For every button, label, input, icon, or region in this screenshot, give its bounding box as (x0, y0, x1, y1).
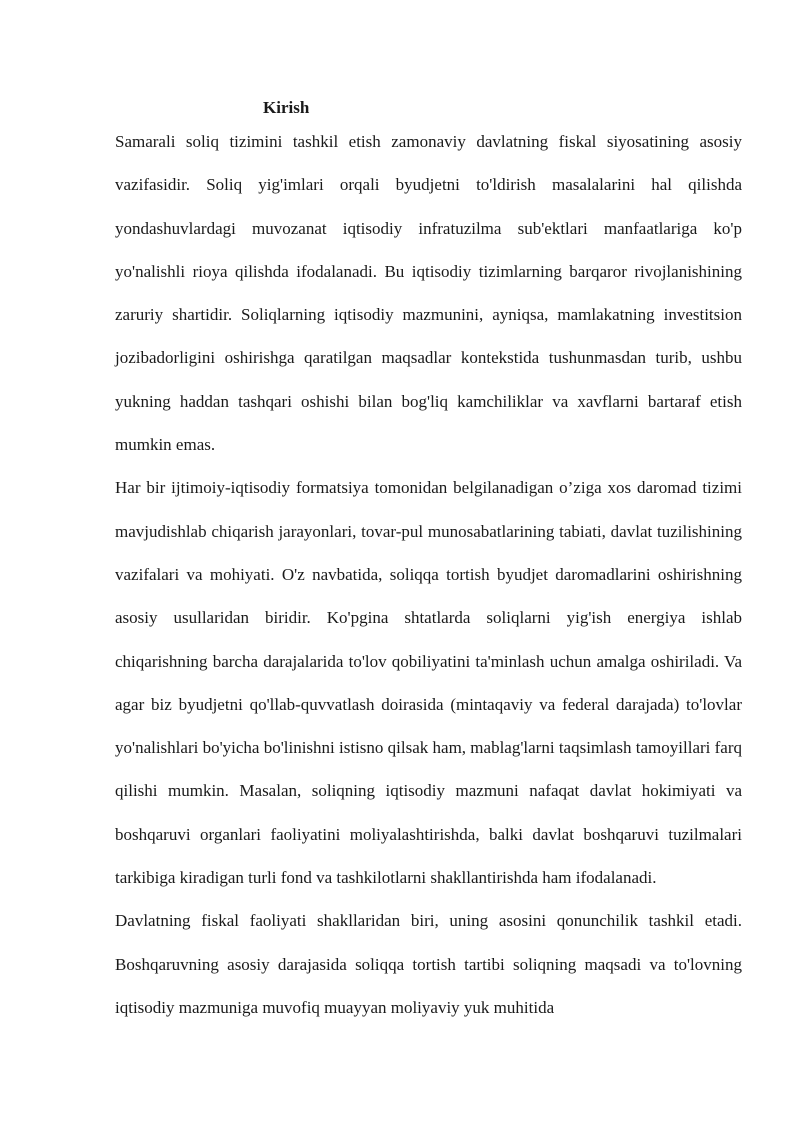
section-heading: Kirish (263, 98, 310, 117)
paragraph-2: Har bir ijtimoiy-iqtisodiy formatsiya tomonidan belgilanadigan o’ziga xos daromad tizimi mavjudishlab chiqarish jarayonlari, tovar-pul munosabatlarining tabiati, davlat tuzilishining vazifalari va mohiyati. O'z navbatida, soliqqa tortish byudjet daromadlarini oshirishning asosiy usullaridan biridir. Ko'pgina shtatlarda soliqlarni yig'ish energiya ishlab chiqarishning barcha darajalarida to'lov qobiliyatini ta'minlash uchun amalga oshiriladi. Va agar biz byudjetni qo'llab-quvvatlash doirasida (mintaqaviy va federal darajada) to'lovlar yo'nalishlari bo'yicha bo'linishni istisno qilsak ham, mablag'larni taqsimlash tamoyillari farq qilishi mumkin. Masalan, soliqning iqtisodiy mazmuni nafaqat davlat hokimiyati va boshqaruvi organlari faoliyatini moliyalashtirishda, balki davlat boshqaruvi tuzilmalari tarkibiga kiradigan turli fond va tashkilotlarni shakllantirishda ham ifodalanadi. (115, 478, 742, 888)
paragraph-1: Samarali soliq tizimini tashkil etish zamonaviy davlatning fiskal siyosatining asosiy vazifasidir. Soliq yig'imlari orqali byudjetni to'ldirish masalalarini hal qilishda yondashuvlardagi muvozanat iqtisodiy infratuzilma sub'ektlari manfaatlariga ko'p yo'nalishli rioya qilishda ifodalanadi. Bu iqtisodiy tizimlarning barqaror rivojlanishining zaruriy shartidir. Soliqlarning iqtisodiy mazmunini, ayniqsa, mamlakatning investitsion jozibadorligini oshirishga qaratilgan maqsadlar kontekstida tushunmasdan turib, ushbu yukning haddan tashqari oshishi bilan bog'liq kamchiliklar va xavflarni bartaraf etish mumkin emas. (115, 132, 742, 455)
document-page (115, 96, 742, 1029)
paragraph-3: Davlatning fiskal faoliyati shakllaridan biri, uning asosini qonunchilik tashkil etadi. Boshqaruvning asosiy darajasida soliqqa tortish tartibi soliqning maqsadi va to'lovning iqtisodiy mazmuniga muvofiq muayyan moliyaviy yuk muhitida (115, 911, 742, 1017)
